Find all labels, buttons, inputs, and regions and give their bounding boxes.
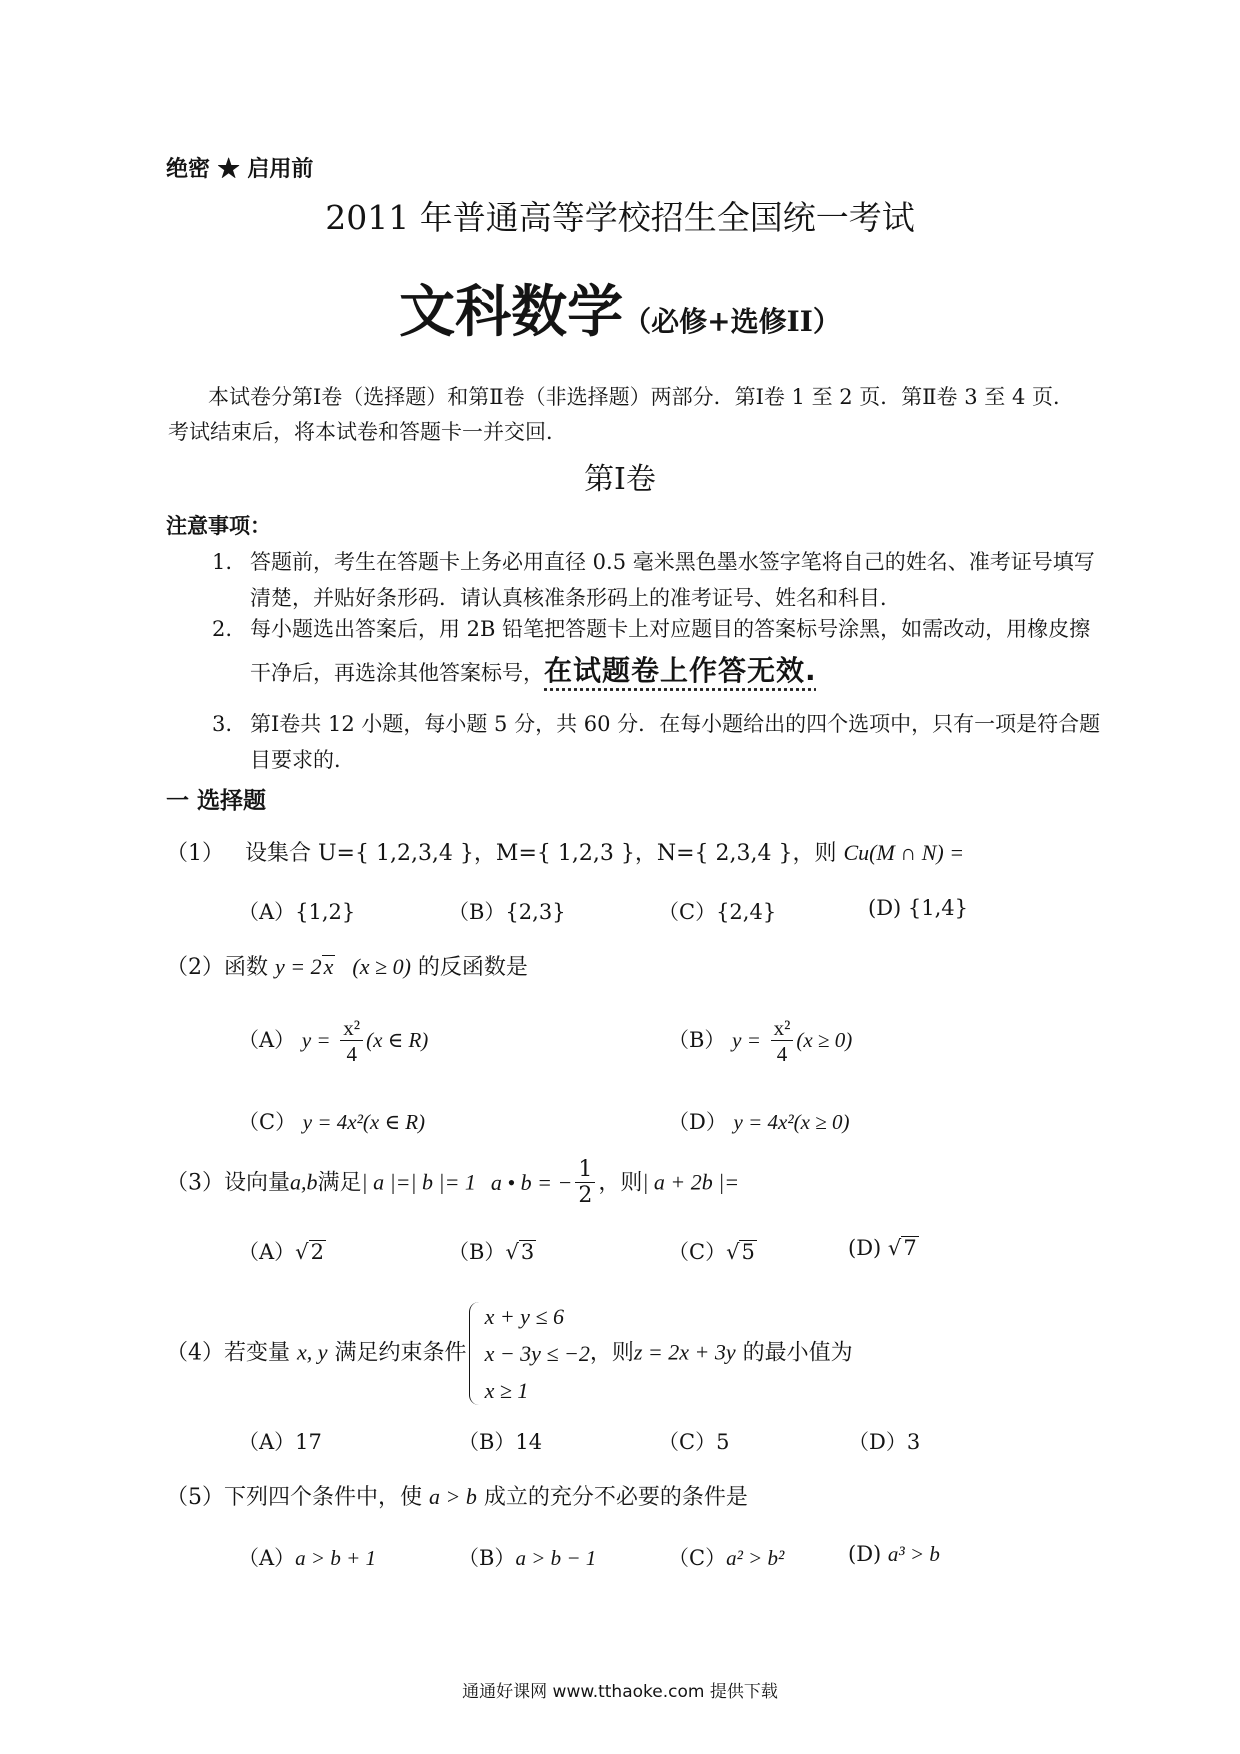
- option-expression: a³ > b: [887, 1542, 940, 1566]
- q2-option-d: [668, 1106, 849, 1136]
- constraint-1: x + y ≤ 6: [484, 1304, 565, 1329]
- notice-item-text: 答题前，考生在答题卡上务必用直径 0.5 毫米黑色墨水签字笔将自己的姓名、准考证号填写清楚，并贴好条形码．请认真核准条形码上的准考证号、姓名和科目．: [250, 550, 1095, 610]
- q4-option-a: （A）17: [238, 1430, 322, 1454]
- option-lhs: y =: [301, 1028, 331, 1052]
- sqrt-sign: √: [887, 1236, 902, 1260]
- question-1: [166, 836, 964, 867]
- option-label: （B）: [448, 1240, 506, 1264]
- option-label: （A）: [238, 1240, 296, 1264]
- q2-option-a: [238, 1016, 428, 1067]
- function-domain: (x ≥ 0): [352, 954, 411, 979]
- q5-option-c: [668, 1542, 784, 1572]
- q4-option-c: （C）5: [658, 1430, 730, 1454]
- q3-option-d: [848, 1236, 919, 1260]
- option-expression: y = 4x²(x ≥ 0): [733, 1110, 850, 1134]
- notice-item-text: 第Ⅰ卷共 12 小题，每小题 5 分，共 60 分．在每小题给出的四个选项中，只有一项是符合题目要求的．: [250, 712, 1101, 772]
- q1-option-c: （C）{2,4}: [658, 900, 777, 924]
- denominator: 4: [346, 1042, 357, 1066]
- notice-item-3: [212, 706, 1110, 778]
- fraction-half: [575, 1158, 595, 1209]
- q5-option-b: [458, 1542, 596, 1572]
- question-4: [166, 1298, 853, 1409]
- notice-item-number: 1.: [212, 550, 233, 574]
- q3-option-b: [448, 1236, 536, 1266]
- notice-item-1: [212, 544, 1110, 616]
- numerator: x²: [340, 1016, 363, 1041]
- option-label: （C）: [238, 1110, 297, 1134]
- option-label: (D): [848, 1236, 882, 1260]
- q2-option-b: [668, 1016, 852, 1067]
- section-heading: 一 选择题: [166, 787, 267, 814]
- question-text-end: 成立的充分不必要的条件是: [483, 1485, 748, 1510]
- option-condition: (x ∈ R): [366, 1028, 429, 1052]
- q1-option-d: (D) {1,4}: [868, 896, 969, 920]
- question-text: 函数: [224, 955, 269, 980]
- ask-expression: | a + 2b |=: [642, 1169, 740, 1195]
- sqrt-sign: √: [295, 1240, 309, 1264]
- sqrt-value: 7: [903, 1236, 917, 1260]
- question-number: （5）: [166, 1485, 224, 1510]
- warning-text: 在试题卷上作答无效.: [544, 654, 817, 687]
- numerator: 1: [575, 1158, 595, 1183]
- question-2: [166, 950, 528, 981]
- part-title: 第Ⅰ卷: [584, 462, 656, 497]
- option-expression: a > b − 1: [515, 1546, 597, 1570]
- sqrt-value: 3: [520, 1240, 535, 1264]
- q1-option-b: （B）{2,3}: [448, 900, 566, 924]
- objective-function: z = 2x + 3y: [633, 1339, 736, 1365]
- numerator: x²: [771, 1016, 794, 1041]
- option-label: （D）: [668, 1110, 727, 1134]
- relation: a > b: [429, 1484, 477, 1509]
- question-number: （4）: [166, 1340, 224, 1366]
- question-number: （1）: [166, 841, 224, 866]
- norm-condition: | a |=| b |= 1: [361, 1169, 476, 1195]
- function-expression: [275, 954, 335, 979]
- question-number: （3）: [166, 1170, 224, 1196]
- option-expression: y = 4x²(x ∈ R): [302, 1110, 426, 1134]
- condition-text: 满足约束条件: [334, 1340, 467, 1366]
- q3-option-a: [238, 1236, 326, 1266]
- option-label: （C）: [668, 1546, 727, 1570]
- option-label: (D): [848, 1542, 882, 1566]
- notice-item-text: 每小题选出答案后，用 2B 铅笔把答题卡上对应题目的答案标号涂黑，如需改动，用橡皮擦干净后，再选涂其他答案标号，: [250, 617, 1091, 685]
- constraint-2: x − 3y ≤ −2: [484, 1341, 590, 1366]
- fraction: [771, 1016, 794, 1067]
- footer-credit: 通通好课网 www.tthaoke.com 提供下载: [462, 1682, 778, 1702]
- subject-note: （必修+选修II）: [623, 305, 841, 338]
- option-expression: a > b + 1: [295, 1546, 377, 1570]
- q5-option-d: [848, 1542, 940, 1567]
- q4-option-d: （D）3: [848, 1430, 921, 1454]
- question-text: 设集合 U={ 1,2,3,4 }，M={ 1,2,3 }，N={ 2,3,4 }，则: [245, 841, 837, 866]
- fraction: [340, 1016, 363, 1067]
- sqrt-sign: √: [726, 1240, 740, 1264]
- question-expression: Cu(M ∩ N) =: [843, 840, 965, 865]
- option-label: （C）: [668, 1240, 727, 1264]
- question-5: [166, 1480, 748, 1511]
- option-condition: (x ≥ 0): [796, 1028, 853, 1052]
- question-text: 设向量: [224, 1170, 291, 1196]
- denominator: 2: [578, 1183, 593, 1208]
- question-3: [166, 1158, 739, 1209]
- ask-text: ，则: [598, 1170, 643, 1196]
- sqrt-x: x: [323, 954, 334, 979]
- q3-option-c: [668, 1236, 757, 1266]
- constraint-3: x ≥ 1: [484, 1378, 529, 1403]
- sqrt-value: 5: [741, 1240, 755, 1264]
- dot-product: a • b = −: [490, 1169, 573, 1195]
- denominator: 4: [776, 1042, 788, 1066]
- subject-name: 文科数学: [399, 280, 624, 345]
- q2-option-c: [238, 1106, 425, 1136]
- notice-heading: 注意事项：: [166, 513, 271, 538]
- ask-end: 的最小值为: [742, 1340, 853, 1366]
- question-number: （2）: [166, 955, 224, 980]
- variable-names: x, y: [297, 1339, 328, 1365]
- option-lhs: y =: [732, 1028, 761, 1052]
- sqrt-sign: √: [505, 1240, 519, 1264]
- constraint-system: [467, 1298, 590, 1409]
- option-label: （A）: [238, 1546, 296, 1570]
- condition-text: 满足: [317, 1170, 362, 1196]
- sqrt-value: 2: [310, 1240, 324, 1264]
- question-text: 下列四个条件中，使: [224, 1485, 423, 1510]
- confidential-label: 绝密 ★ 启用前: [166, 156, 314, 182]
- notice-item-2: [212, 608, 1110, 694]
- subject-title: [0, 268, 1240, 348]
- notice-item-number: 3.: [212, 712, 233, 736]
- function-lhs: y = 2: [275, 954, 322, 979]
- option-label: （B）: [458, 1546, 516, 1570]
- notice-item-number: 2.: [212, 617, 233, 641]
- q5-option-a: [238, 1542, 376, 1572]
- ask-text: ，则: [589, 1340, 634, 1366]
- exam-title: 2011 年普通高等学校招生全国统一考试: [325, 198, 915, 237]
- intro-paragraph: 本试卷分第Ⅰ卷（选择题）和第Ⅱ卷（非选择题）两部分．第Ⅰ卷 1 至 2 页．第Ⅱ卷 3 至 4 页．考试结束后，将本试卷和答题卡一并交回．: [168, 385, 1074, 444]
- option-label: （A）: [238, 1028, 296, 1052]
- question-text-end: 的反函数是: [417, 955, 528, 980]
- vector-names: a,b: [290, 1169, 318, 1195]
- question-text: 若变量: [224, 1340, 291, 1366]
- q4-option-b: （B）14: [458, 1430, 543, 1454]
- option-expression: a² > b²: [726, 1546, 785, 1570]
- q1-option-a: （A）{1,2}: [238, 900, 356, 924]
- option-label: （B）: [668, 1028, 726, 1052]
